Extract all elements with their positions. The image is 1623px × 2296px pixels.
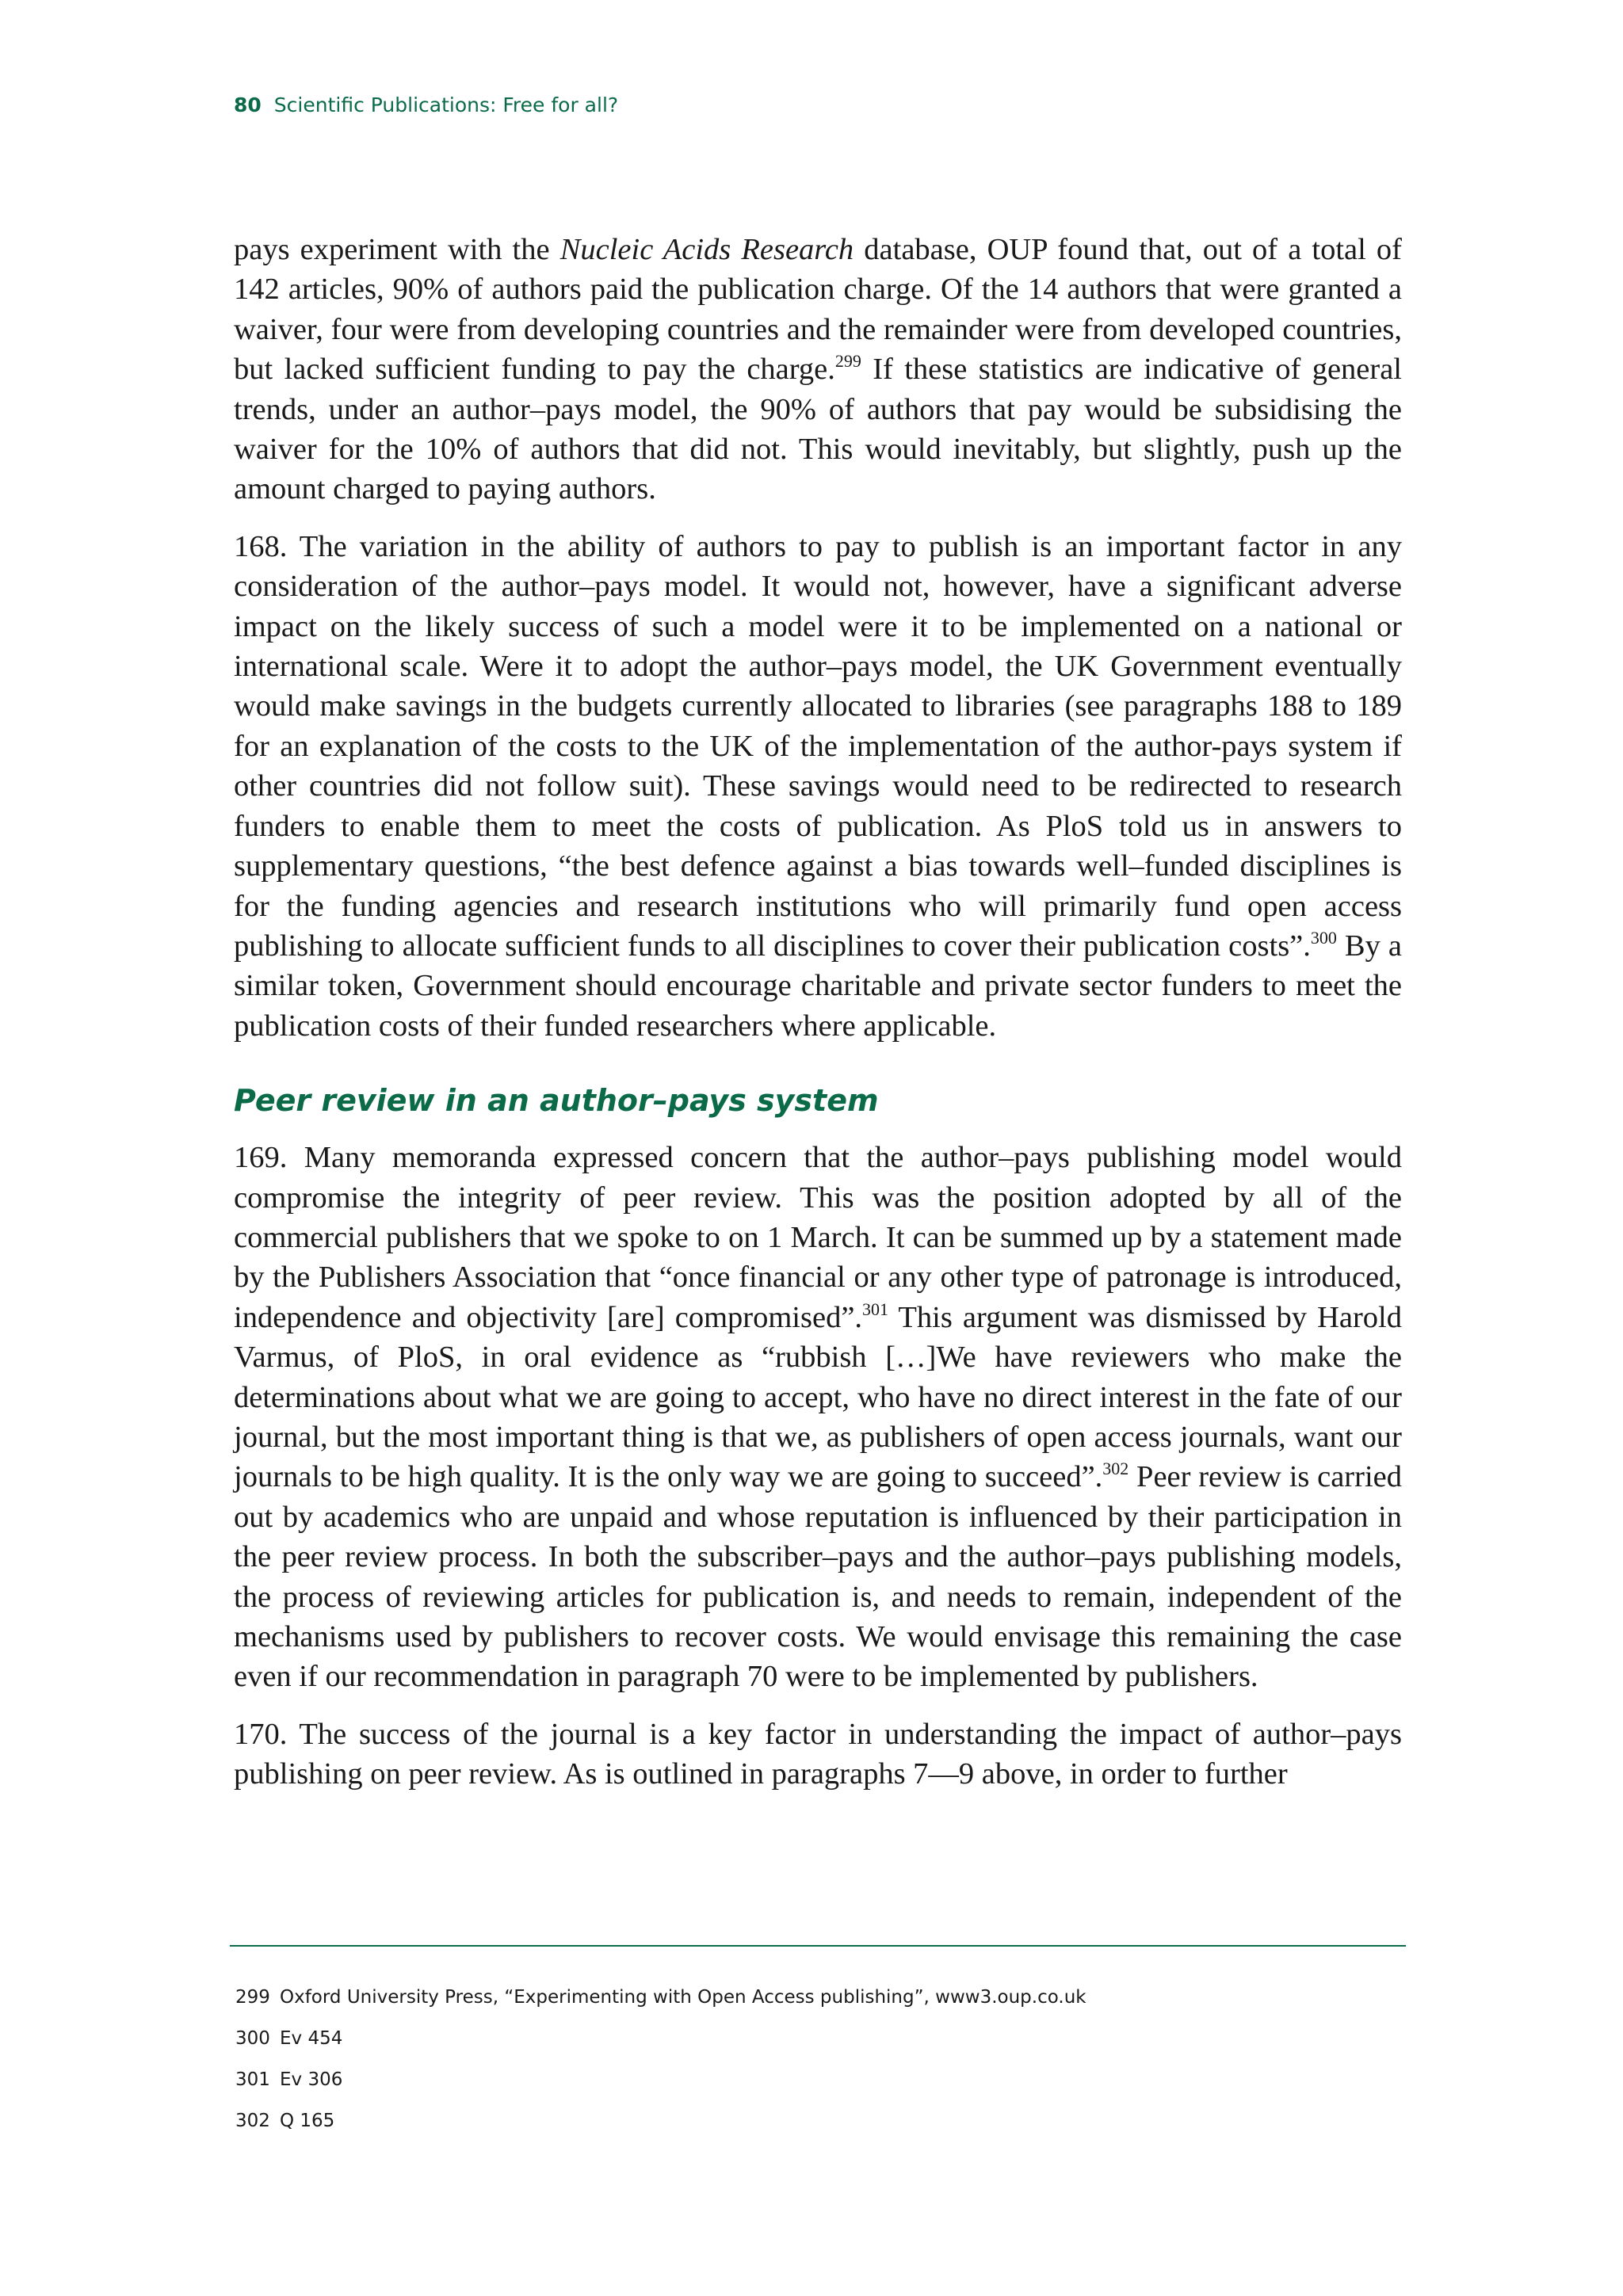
footnotes (235, 1987, 1400, 2152)
footnote-text: Oxford University Press, “Experimenting with Open Access publishing”, www3.oup.co.uk (280, 1987, 1086, 2008)
footnote-text: Q 165 (280, 2111, 335, 2131)
footnote-text: Ev 454 (280, 2028, 343, 2049)
paragraph-170 (234, 1714, 1402, 1794)
footnote-ref-302[interactable]: 302 (1102, 1459, 1129, 1479)
footnote-number: 299 (235, 1987, 270, 2008)
paragraph-continued (234, 230, 1402, 509)
page-number: 80 (234, 93, 262, 116)
text-segment: database, OUP found that, out of a total of 142 articles, 90% of authors paid the publication charge. Of the 14 authors that were granted a waiver, four were from developing countries and the remainder were from developed countries, but lacked sufficient funding to pay the charge. (234, 233, 1403, 387)
footnote-number: 300 (235, 2028, 270, 2049)
paragraph-168 (234, 527, 1402, 1046)
text-segment: pays experiment with the (234, 233, 560, 266)
footnote-ref-299[interactable]: 299 (834, 351, 861, 372)
footnote-299 (235, 1987, 1400, 2028)
text-segment: 170. The success of the journal is a key factor in understanding the impact of author–pays publishing on peer review. As is outlined in paragraphs 7—9 above, in order to further (234, 1717, 1402, 1791)
text-segment: This argument was dismissed by Harold Varmus, of PloS, in oral evidence as “rubbish […]We have reviewers who make the determinations about what we are going to accept, who have no direct interest in the fate of our journal, but the most important thing is that we, as publishers of open access journals, want our journals to be high quality. It is the only way we are going to succeed”. (234, 1300, 1402, 1494)
journal-title-italic: Nucleic Acids Research (559, 233, 854, 266)
text-segment: 168. The variation in the ability of authors to pay to publish is an important factor in any consideration of the author–pays model. It would not, however, have a significant adverse impact on the likely success of such a model were it to be implemented on a national or international scale. Were it to adopt the author–pays model, the UK Government eventually would make savings in the budgets currently allocated to libraries (see paragraphs 188 to 189 for an explanation of the costs to the UK of the implementation of the author-pays system if other countries did not follow suit). These savings would need to be redirected to research funders to enable them to meet the costs of publication. As PloS told us in answers to supplementary questions, “the best defence against a bias towards well–funded disciplines is for the funding agencies and research institutions who will primarily fund open access publishing to allocate sufficient funds to all disciplines to cover their publication costs”. (234, 529, 1402, 963)
footnote-300 (235, 2028, 1400, 2069)
footnote-302 (235, 2111, 1400, 2152)
text-segment: 169. Many memoranda expressed concern that the author–pays publishing model would compromise the integrity of peer review. This was the position adopted by all of the commercial publishers that we spoke to on 1 March. It can be summed up by a statement made by the Publishers Association that “once financial or any other type of patronage is introduced, independence and objectivity [are] compromised”. (234, 1141, 1402, 1334)
text-segment: Peer review is carried out by academics who are unpaid and whose reputation is influenced by their participation in the peer review process. In both the subscriber–pays and the author–pays publishing models, the process of reviewing articles for publication is, and needs to remain, independent of the mechanisms used by publishers to recover costs. We would envisage this remaining the case even if our recommendation in paragraph 70 were to be implemented by publishers. (234, 1460, 1402, 1694)
footnote-divider (230, 1945, 1406, 1947)
text-segment: If these statistics are indicative of general trends, under an author–pays model, the 90% of authors that pay would be subsidising the waiver for the 10% of authors that did not. This would inevitably, but slightly, push up the amount charged to paying authors. (234, 353, 1402, 506)
running-header (234, 93, 618, 116)
paragraph-169 (234, 1138, 1402, 1697)
body-text (234, 230, 1402, 1812)
footnote-301 (235, 2069, 1400, 2111)
footnote-number: 301 (235, 2069, 270, 2090)
document-title: Scientific Publications: Free for all? (273, 93, 619, 116)
text-segment: By a similar token, Government should encourage charitable and private sector funders to meet the publication costs of their funded researchers where applicable. (234, 929, 1402, 1043)
footnote-text: Ev 306 (280, 2069, 343, 2090)
footnote-ref-300[interactable]: 300 (1310, 927, 1337, 948)
section-heading: Peer review in an author–pays system (234, 1083, 879, 1119)
footnote-number: 302 (235, 2111, 270, 2131)
footnote-ref-301[interactable]: 301 (862, 1299, 889, 1319)
